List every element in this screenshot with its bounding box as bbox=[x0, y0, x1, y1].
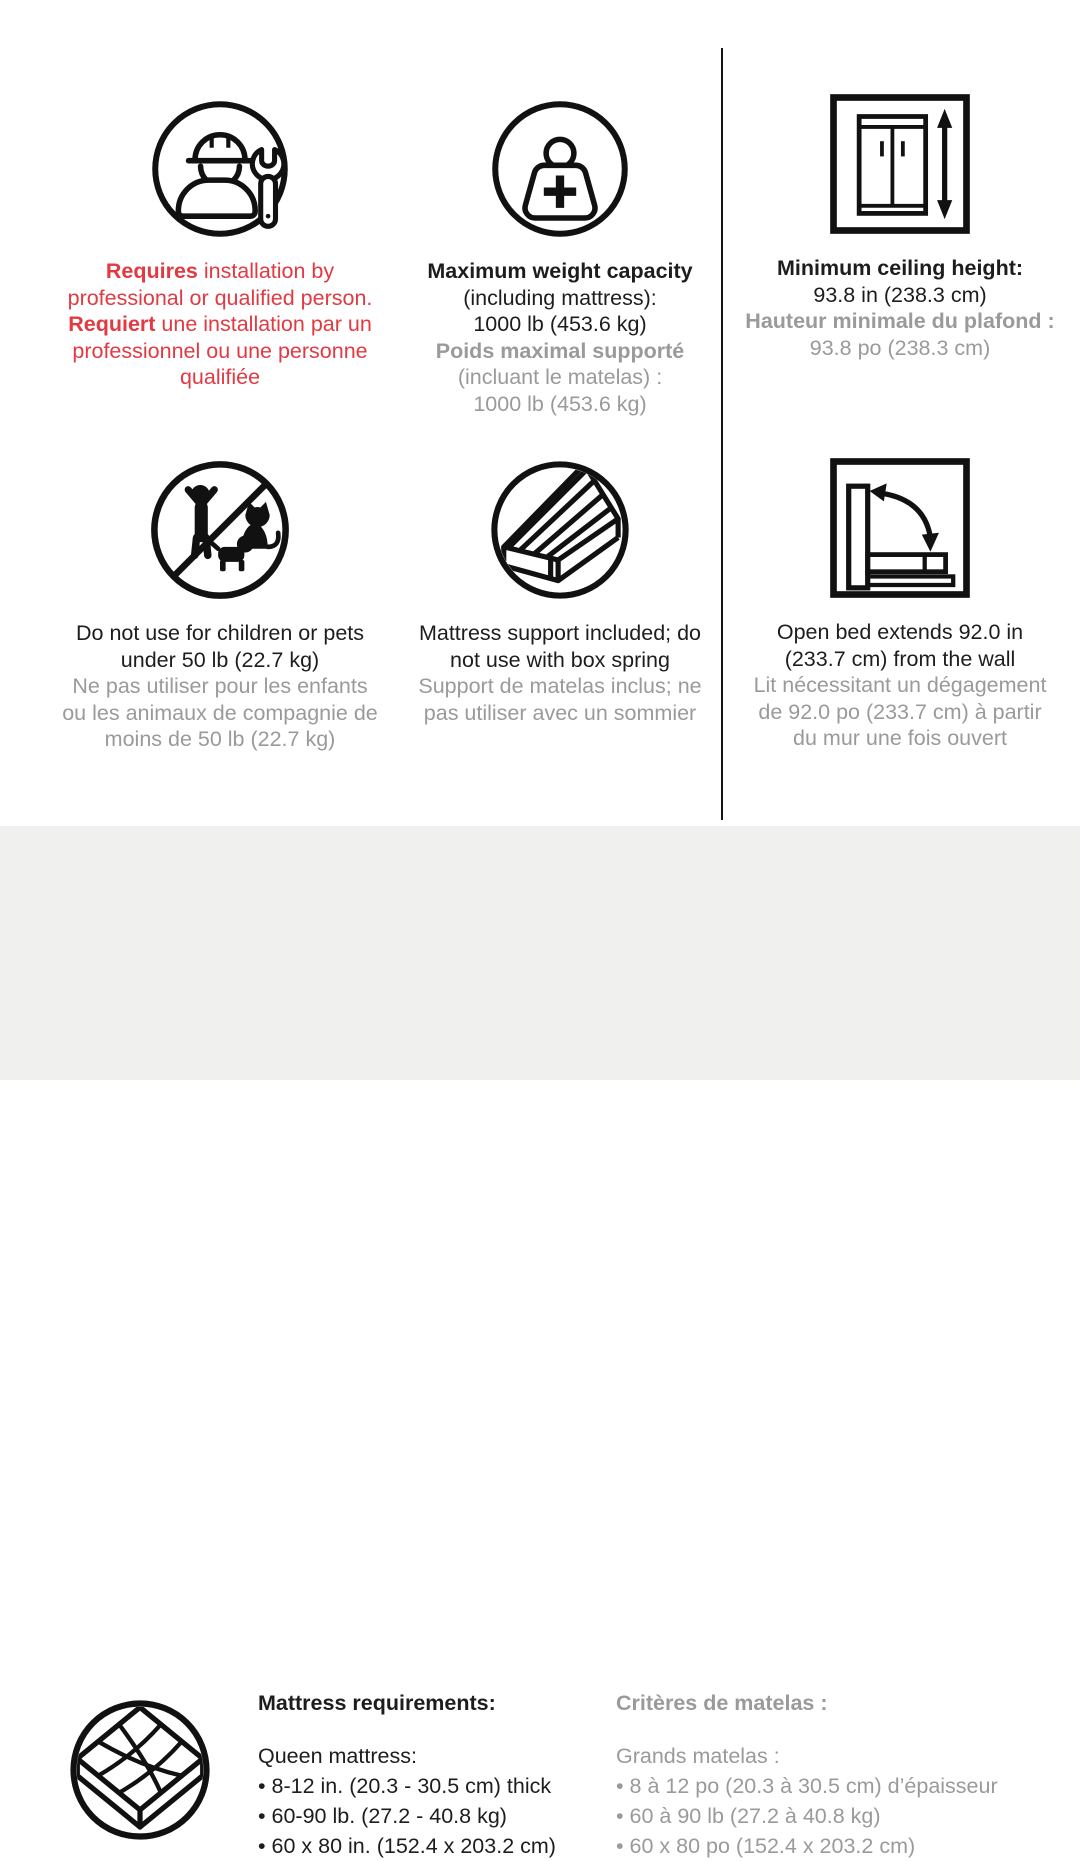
children-text-fr-1: Ne pas utiliser pour les enfants bbox=[72, 674, 368, 698]
install-text-en-2: professional or qualified person. bbox=[67, 285, 373, 310]
banner-item-fr: • 60 à 90 lb (27.2 à 40.8 kg) bbox=[616, 1801, 1056, 1831]
banner-french-column bbox=[616, 1690, 1056, 1861]
banner-subtitle-en: Queen mattress: bbox=[258, 1744, 417, 1768]
banner-item-en: • 60-90 lb. (27.2 - 40.8 kg) bbox=[258, 1801, 608, 1831]
children-text-fr-2: ou les animaux de compagnie de bbox=[62, 700, 378, 725]
weight-text-fr-3: 1000 lb (453.6 kg) bbox=[473, 391, 647, 416]
openbed-text-en-2: (233.7 cm) from the wall bbox=[784, 646, 1016, 671]
support-text-en-2: not use with box spring bbox=[450, 647, 670, 672]
worker-hardhat-wrench-icon bbox=[146, 95, 294, 243]
cell-max-weight bbox=[398, 95, 722, 417]
banner-item-en: • 8-12 in. (20.3 - 30.5 cm) thick bbox=[258, 1771, 608, 1801]
children-text-en-2: under 50 lb (22.7 kg) bbox=[120, 647, 320, 672]
cell-no-children-pets bbox=[28, 455, 412, 753]
mattress-requirements-banner bbox=[0, 826, 1080, 1858]
cell-installation bbox=[28, 95, 412, 391]
openbed-text-fr-3: du mur une fois ouvert bbox=[793, 726, 1007, 750]
support-text-en-1: Mattress support included; do bbox=[418, 621, 702, 645]
weight-text-en-2: (including mattress): bbox=[463, 285, 657, 310]
weight-text-fr-1: Poids maximal supporté bbox=[435, 338, 685, 363]
banner-item-fr: • 8 à 12 po (20.3 à 30.5 cm) d’épaisseur bbox=[616, 1771, 1056, 1801]
cell-mattress-support bbox=[398, 455, 722, 726]
openbed-text-en-1: Open bed extends 92.0 in bbox=[776, 620, 1024, 644]
install-text-fr-1: Requiert une installation par un bbox=[68, 312, 372, 336]
support-text-fr-2: pas utiliser avec un sommier bbox=[423, 700, 697, 725]
banner-item-fr: • 60 x 80 po (152.4 x 203.2 cm) bbox=[616, 1831, 1056, 1861]
ceiling-text-fr-2: 93.8 po (238.3 cm) bbox=[809, 335, 991, 360]
mattress-corner-icon bbox=[64, 1694, 216, 1846]
banner-item-en: • 60 x 80 in. (152.4 x 203.2 cm) bbox=[258, 1831, 608, 1861]
weight-text-en-1: Maximum weight capacity bbox=[427, 259, 693, 283]
children-text-fr-3: moins de 50 lb (22.7 kg) bbox=[104, 727, 336, 751]
install-text-fr-3: qualifiée bbox=[179, 365, 261, 389]
kettlebell-plus-icon bbox=[486, 95, 634, 243]
murphy-bed-opening-icon bbox=[824, 452, 976, 604]
slatted-support-icon bbox=[485, 455, 635, 605]
ceiling-text-fr-1: Hauteur minimale du plafond : bbox=[745, 309, 1055, 333]
support-text-fr-1: Support de matelas inclus; ne bbox=[418, 674, 702, 698]
banner-english-column bbox=[258, 1690, 608, 1861]
ceiling-text-en-2: 93.8 in (238.3 cm) bbox=[813, 282, 987, 307]
openbed-text-fr-2: de 92.0 po (233.7 cm) à partir bbox=[758, 699, 1042, 724]
weight-text-fr-2: (incluant le matelas) : bbox=[457, 365, 663, 389]
no-children-or-pets-icon bbox=[145, 455, 295, 605]
children-text-en-1: Do not use for children or pets bbox=[75, 621, 364, 645]
cell-open-bed bbox=[737, 452, 1063, 752]
banner-title-fr: Critères de matelas : bbox=[616, 1691, 828, 1715]
install-text-en-1: Requires installation by bbox=[105, 259, 335, 283]
install-text-fr-2: professionnel ou une personne bbox=[72, 338, 368, 363]
cabinet-height-arrow-icon bbox=[824, 88, 976, 240]
banner-subtitle-fr: Grands matelas : bbox=[616, 1744, 780, 1768]
openbed-text-fr-1: Lit nécessitant un dégagement bbox=[753, 673, 1047, 697]
weight-text-en-3: 1000 lb (453.6 kg) bbox=[473, 312, 647, 336]
ceiling-text-en-1: Minimum ceiling height: bbox=[776, 256, 1024, 280]
banner-title-en: Mattress requirements: bbox=[258, 1691, 496, 1715]
cell-ceiling-height bbox=[737, 88, 1063, 361]
